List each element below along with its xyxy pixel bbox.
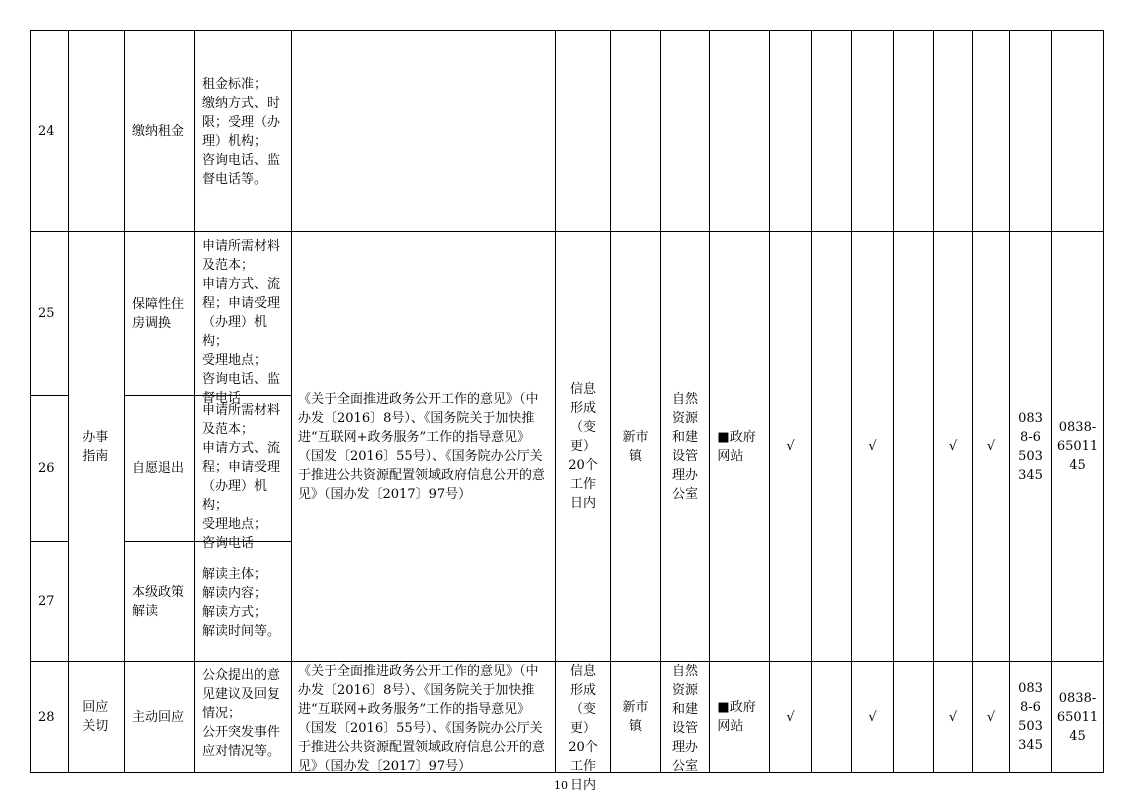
legal-basis: 《关于全面推进政务公开工作的意见》（中办发〔2016〕8号）、《国务院关于加快推进“互联网+政务服务”工作的指导意见》（国发〔2016〕55号）、《国务院办公厅关于推进公共资源配置领域政府信息公开的意见》（国办发〔2017〕97号） [292, 232, 556, 662]
channel: ■政府网站 [710, 662, 770, 773]
row-number: 25 [31, 232, 69, 396]
item-name: 本级政策解读 [125, 542, 195, 662]
contact-phone: 0838-6503345 [1010, 662, 1052, 773]
supervision-phone: 0838-6501145 [1052, 232, 1104, 662]
item-content [195, 232, 292, 406]
department: 自然资源和建设管理办公室 [661, 232, 710, 662]
item-name: 主动回应 [125, 662, 195, 773]
item-name: 保障性住房调换 [125, 232, 195, 396]
row-number: 27 [31, 542, 69, 662]
check-mark: √ [934, 662, 973, 773]
check-mark: √ [973, 232, 1010, 662]
item-content-text: 申请所需材料及范本； 申请方式、流程；申请受理（办理）机构； 受理地点； 咨询电话、监督电话 [202, 238, 281, 406]
item-content [195, 396, 292, 551]
table-row [31, 232, 1104, 396]
item-content-text: 解读主体； 解读内容； 解读方式； 解读时间等。 [202, 566, 281, 639]
page-number: 10 [554, 779, 568, 792]
check-mark: √ [770, 232, 812, 662]
subject: 新市镇 [611, 232, 661, 662]
item-content [195, 662, 292, 773]
item-name: 自愿退出 [125, 396, 195, 542]
department: 自然资源和建设管理办公室 [661, 662, 710, 773]
table-row [31, 662, 1104, 773]
row-number: 28 [31, 662, 69, 773]
group-response: 回应关切 [69, 662, 125, 773]
group-guide: 办事指南 [69, 232, 125, 662]
check-mark: √ [934, 232, 973, 662]
channel: ■政府网站 [710, 232, 770, 662]
check-mark: √ [973, 662, 1010, 773]
item-content [195, 542, 292, 662]
category-cell [69, 31, 125, 232]
check-mark: √ [770, 662, 812, 773]
item-name: 缴纳租金 [125, 31, 195, 232]
check-mark: √ [852, 232, 894, 662]
timeline: 信息形成（变更）20个工作日内 [556, 662, 611, 773]
item-content-text: 申请所需材料及范本； 申请方式、流程；申请受理（办理）机构； 受理地点； 咨询电话 [202, 402, 281, 551]
contact-phone: 0838-6503345 [1010, 232, 1052, 662]
row-number: 24 [31, 31, 69, 232]
item-content-text: 公众提出的意见建议及回复情况； 公开突发事件应对情况等。 [202, 668, 281, 759]
timeline: 信息形成（变更）20个工作日内 [556, 232, 611, 662]
supervision-phone: 0838-6501145 [1052, 662, 1104, 773]
table-row [31, 31, 1104, 232]
row-number: 26 [31, 396, 69, 542]
item-content [195, 31, 292, 232]
legal-basis: 《关于全面推进政务公开工作的意见》（中办发〔2016〕8号）、《国务院关于加快推进“互联网+政务服务”工作的指导意见》（国发〔2016〕55号）、《国务院办公厅关于推进公共资源配置领域政府信息公开的意见》（国办发〔2017〕97号） [292, 662, 556, 773]
subject: 新市镇 [611, 662, 661, 773]
item-content-text: 租金标准； 缴纳方式、时限；受理（办理）机构； 咨询电话、监督电话等。 [202, 77, 281, 187]
check-mark: √ [852, 662, 894, 773]
